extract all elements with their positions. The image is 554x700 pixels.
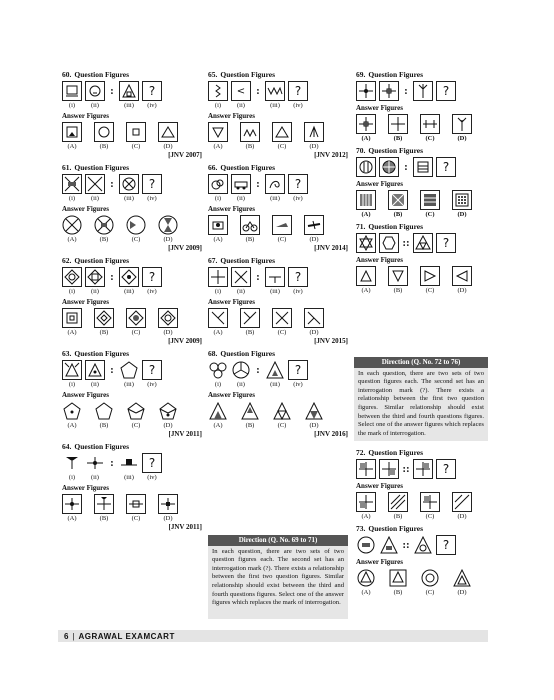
direction-heading: Direction (Q. No. 72 to 76) — [354, 357, 488, 368]
figure-i — [62, 360, 82, 380]
option-b[interactable] — [388, 266, 408, 286]
question-66: 66. Question Figures : ? (i) (ii) (iii) (iv) Answer Figures (A) (B) (C) (D) [JNV 2014] — [208, 163, 348, 252]
question-64: 64. Question Figures : ? (i) (ii) (iii) (iv) Answer Figures (A) (B) (C) (D) [JNV 2011] — [62, 442, 202, 531]
figure-1 — [356, 81, 376, 101]
option-c[interactable] — [126, 401, 146, 421]
option-c[interactable] — [420, 492, 440, 512]
option-b[interactable] — [240, 401, 260, 421]
figure-2 — [379, 81, 399, 101]
figure-i — [62, 453, 82, 473]
option-a[interactable] — [62, 308, 82, 328]
option-a[interactable] — [62, 401, 82, 421]
footer-separator: | — [72, 631, 75, 641]
figure-2 — [379, 233, 399, 253]
question-73: 73. Question Figures :: ? Answer Figures (A) (B) (C) (D) — [356, 524, 491, 596]
option-a[interactable] — [356, 568, 376, 588]
question-mark-box: ? — [288, 267, 308, 287]
question-70: 70. Question Figures : ? Answer Figures (A) (B) (C) (D) — [356, 146, 491, 218]
question-mark-box: ? — [142, 81, 162, 101]
option-d[interactable] — [452, 568, 472, 588]
option-d[interactable] — [452, 190, 472, 210]
option-c[interactable] — [420, 190, 440, 210]
column-2 — [208, 70, 348, 442]
option-c[interactable] — [272, 308, 292, 328]
column-3 — [356, 70, 491, 298]
direction-heading: Direction (Q. No. 69 to 71) — [208, 535, 348, 546]
option-d[interactable] — [452, 114, 472, 134]
figure-iii — [119, 267, 139, 287]
question-72: 72. Question Figures :: ? Answer Figures (A) (B) (C) (D) — [356, 448, 491, 520]
figure-i — [62, 267, 82, 287]
figure-2 — [379, 157, 399, 177]
question-mark-box: ? — [436, 157, 456, 177]
figure-3 — [413, 535, 433, 555]
figure-i — [208, 360, 228, 380]
option-b[interactable] — [388, 190, 408, 210]
option-a[interactable] — [62, 494, 82, 514]
page-footer — [58, 630, 488, 642]
figure-3 — [413, 233, 433, 253]
question-68: 68. Question Figures : ? (i) (ii) (iii) (iv) Answer Figures (A) (B) (C) (D) [JNV 2016] — [208, 349, 348, 438]
figure-3 — [413, 157, 433, 177]
option-b[interactable] — [94, 494, 114, 514]
figure-ii — [231, 267, 251, 287]
question-69: 69. Question Figures : ? Answer Figures (A) (B) (C) (D) — [356, 70, 491, 142]
figure-iii — [265, 174, 285, 194]
figure-ii: < — [231, 81, 251, 101]
figure-3 — [413, 459, 433, 479]
option-c[interactable] — [420, 114, 440, 134]
figure-iii — [119, 453, 139, 473]
figure-2 — [379, 459, 399, 479]
option-a[interactable] — [356, 114, 376, 134]
source-tag: [JNV 2007] — [168, 151, 202, 159]
question-65: 65. Question Figures < : ? (i) (ii) (iii) (iv) Answer Figures (A) (B) (C) (D) [JNV 2012] — [208, 70, 348, 159]
option-d[interactable] — [304, 308, 324, 328]
option-b[interactable] — [94, 122, 114, 142]
question-mark-box: ? — [142, 267, 162, 287]
figure-ii — [231, 360, 251, 380]
option-b[interactable] — [240, 215, 260, 235]
answer-figures-heading: Answer Figures — [62, 112, 109, 120]
direction-text: In each question, there are two sets of two question figures each. The second set has an interrogation mark (?). There exists a relationship between the first two question figures. Similar relationship should exist between the third and fourth questions figures. Select one of the answer figures which replaces the mark of interrogation. — [358, 369, 484, 437]
question-61: 61. Question Figures : ? (i) (ii) (iii) (iv) Answer Figures (A) (B) (C) (D) [JNV 2009] — [62, 163, 202, 252]
question-mark-box: ? — [142, 360, 162, 380]
option-a[interactable] — [62, 215, 82, 235]
figure-iii — [265, 81, 285, 101]
figure-iii — [119, 174, 139, 194]
option-d[interactable] — [158, 215, 178, 235]
question-mark-box: ? — [436, 459, 456, 479]
figure-ii — [85, 360, 105, 380]
option-c[interactable] — [126, 215, 146, 235]
option-a[interactable] — [356, 190, 376, 210]
option-a[interactable] — [356, 492, 376, 512]
question-mark-box: ? — [436, 535, 456, 555]
direction-box-72-76 — [354, 357, 488, 441]
direction-text: In each question, there are two sets of two question figures each. The second set has an interrogation mark (?). There exists a relationship between the first two question figures. Similar relationship should exist between the third and fourth questions figures. Select one of the answer figures which replaces the mark of interrogation. — [212, 547, 344, 607]
question-67: 67. Question Figures : ? (i) (ii) (iii) (iv) Answer Figures (A) (B) (C) (D) [JNV 2015] — [208, 256, 348, 345]
question-62: 62. Question Figures : ? (i) (ii) (iii) (iv) Answer Figures (A) (B) (C) (D) [JNV 2009] — [62, 256, 202, 345]
option-b[interactable] — [240, 122, 260, 142]
figure-iii — [119, 360, 139, 380]
figure-iii — [265, 267, 285, 287]
question-figures-heading: Question Figures — [74, 70, 130, 79]
figure-ii — [85, 267, 105, 287]
question-mark-box: ? — [436, 233, 456, 253]
figure-i — [62, 174, 82, 194]
option-a[interactable] — [62, 122, 82, 142]
figure-iii — [119, 81, 139, 101]
option-d[interactable] — [452, 492, 472, 512]
figure-ii — [85, 81, 105, 101]
figure-3 — [413, 81, 433, 101]
question-71: 71. Question Figures :: ? Answer Figures (A) (B) (C) (D) — [356, 222, 491, 294]
option-c[interactable] — [420, 266, 440, 286]
option-d[interactable] — [158, 494, 178, 514]
question-mark-box: ? — [288, 174, 308, 194]
column-3-lower — [356, 448, 491, 600]
option-c[interactable] — [272, 215, 292, 235]
option-a[interactable] — [208, 308, 228, 328]
option-d[interactable] — [304, 401, 324, 421]
brand-name: AGRAWAL EXAMCART — [78, 631, 175, 641]
option-c[interactable] — [126, 122, 146, 142]
figure-ii — [231, 174, 251, 194]
figure-ii — [85, 453, 105, 473]
figure-i — [208, 174, 228, 194]
figure-1 — [356, 157, 376, 177]
option-d[interactable] — [158, 122, 178, 142]
option-c[interactable] — [126, 308, 146, 328]
option-c[interactable] — [272, 122, 292, 142]
option-c[interactable] — [420, 568, 440, 588]
figure-i — [62, 81, 82, 101]
option-b[interactable] — [94, 308, 114, 328]
question-mark-box: ? — [288, 360, 308, 380]
figure-1 — [356, 233, 376, 253]
option-c[interactable] — [126, 494, 146, 514]
question-63: 63. Question Figures : ? (i) (ii) (iii) (iv) Answer Figures (A) (B) (C) (D) [JNV 2011] — [62, 349, 202, 438]
option-a[interactable] — [356, 266, 376, 286]
question-mark-box: ? — [142, 453, 162, 473]
page-number: 6 — [64, 631, 69, 641]
option-b[interactable] — [388, 492, 408, 512]
option-c[interactable] — [272, 401, 292, 421]
figure-2 — [379, 535, 399, 555]
option-d[interactable] — [158, 401, 178, 421]
option-b[interactable] — [388, 114, 408, 134]
figure-1 — [356, 459, 376, 479]
option-d[interactable] — [304, 122, 324, 142]
option-b[interactable] — [94, 215, 114, 235]
question-60: 60. Question Figures : ? (i) (ii) (iii) (iv) Answer Figures (A) (B) (C) (D) [JNV 2007] — [62, 70, 202, 159]
figure-1 — [356, 535, 376, 555]
figure-iii — [265, 360, 285, 380]
option-a[interactable] — [208, 401, 228, 421]
option-b[interactable] — [94, 401, 114, 421]
option-d[interactable] — [304, 215, 324, 235]
option-b[interactable] — [240, 308, 260, 328]
option-d[interactable] — [452, 266, 472, 286]
direction-box-69-71 — [208, 535, 348, 619]
figure-ii — [85, 174, 105, 194]
option-a[interactable] — [208, 215, 228, 235]
figure-i — [208, 81, 228, 101]
option-a[interactable] — [208, 122, 228, 142]
column-1 — [62, 70, 202, 535]
question-mark-box: ? — [142, 174, 162, 194]
question-number: 60. — [62, 70, 72, 79]
option-b[interactable] — [388, 568, 408, 588]
figure-i — [208, 267, 228, 287]
question-mark-box: ? — [288, 81, 308, 101]
option-d[interactable] — [158, 308, 178, 328]
question-mark-box: ? — [436, 81, 456, 101]
